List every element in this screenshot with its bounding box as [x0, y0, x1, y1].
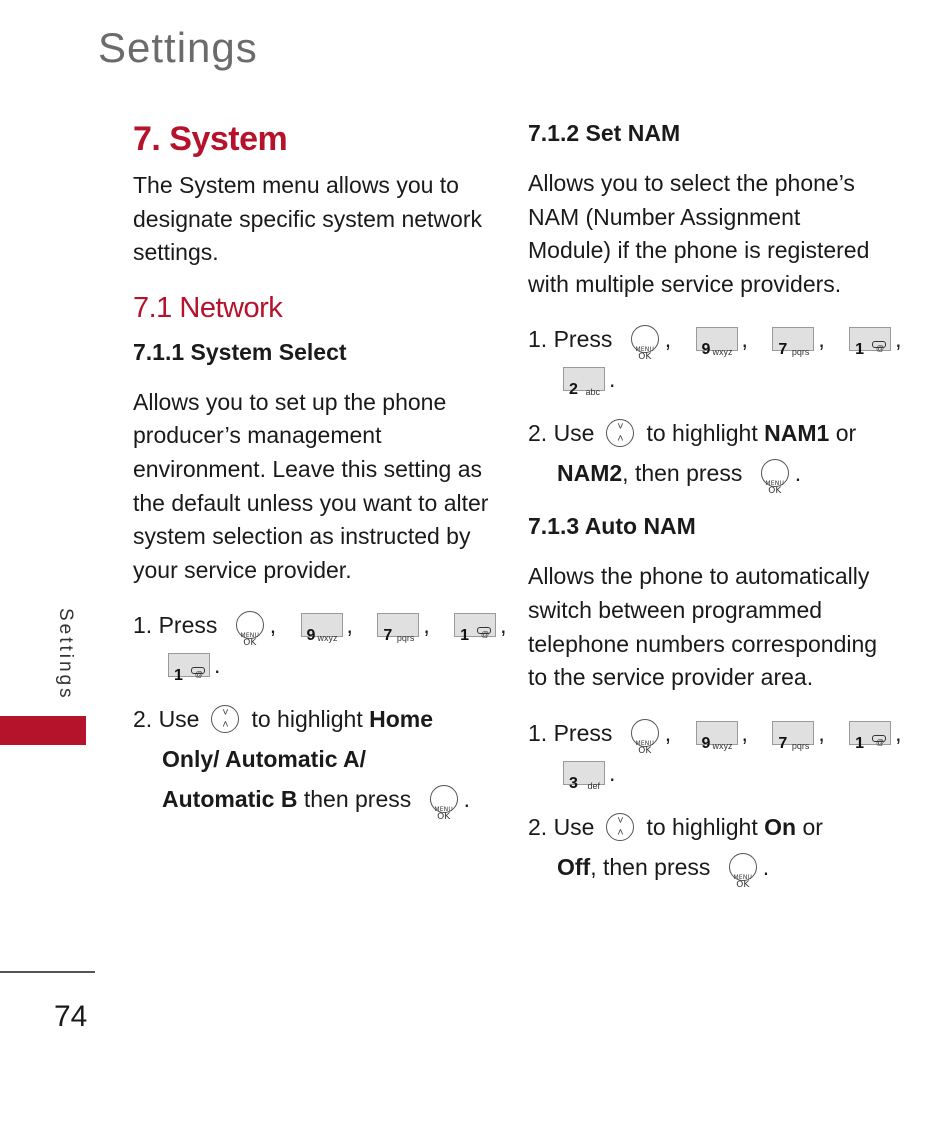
key-9-icon: 9 wxyz — [301, 613, 343, 637]
set-nam-step-1: 1. Press MENU OK , 9 wxyz , 7 pqrs , 1 @ , 2 abc . — [528, 326, 902, 399]
page-number: 74 — [54, 1000, 88, 1033]
system-select-step-2: 2. Use˄ ˅ to highlight Home Only/ Automatic A/ Automatic B then press MENU OK . — [133, 699, 493, 819]
side-tab-marker — [0, 716, 86, 745]
nav-key-icon — [606, 419, 634, 447]
key-3-icon: 3 def — [563, 761, 605, 785]
auto-nam-step-2: 2. Use˄ ˅ to highlight On or Off, then press MENU OK . — [528, 807, 888, 887]
footer-divider — [0, 971, 95, 973]
key-7-icon: 7 pqrs — [772, 327, 814, 351]
nav-key-icon — [211, 705, 239, 733]
key-9-icon: 9 wxyz — [696, 721, 738, 745]
key-1-icon: 1 @ — [454, 613, 496, 637]
key-7-icon: 7 pqrs — [377, 613, 419, 637]
menu-ok-key-icon: MENU OK — [729, 853, 757, 881]
key-7-icon: 7 pqrs — [772, 721, 814, 745]
heading-auto-nam: 7.1.3 Auto NAM — [528, 513, 696, 540]
step-label: 1. Press — [133, 612, 218, 639]
key-2-icon: 2 abc — [563, 367, 605, 391]
nav-key-icon — [606, 813, 634, 841]
section-title: 7. System — [133, 120, 288, 158]
key-9-icon: 9 wxyz — [696, 327, 738, 351]
system-select-description: Allows you to set up the phone producer’s management environment. Leave this setting as the default unless you want to alter system selection as instructed by your service provider. — [133, 388, 489, 583]
system-select-step-1: 1. Press MENU OK , 9 wxyz , 7 pqrs , 1 @ , 1 @ . — [133, 612, 507, 685]
menu-ok-key-icon: MENU OK — [430, 785, 458, 813]
left-column — [133, 120, 507, 833]
set-nam-step-2: 2. Use˄ ˅ to highlight NAM1 or NAM2, then press MENU OK . — [528, 413, 888, 493]
menu-ok-key-icon: MENU OK — [761, 459, 789, 487]
heading-set-nam: 7.1.2 Set NAM — [528, 120, 681, 146]
key-1-icon: 1 @ — [849, 327, 891, 351]
right-column — [528, 120, 902, 901]
auto-nam-step-1: 1. Press MENU OK , 9 wxyz , 7 pqrs , 1 @ , 3 def . — [528, 719, 902, 792]
key-1-icon: 1 @ — [168, 653, 210, 677]
side-tab-label: Settings — [55, 608, 76, 701]
set-nam-description: Allows you to select the phone’s NAM (Number Assignment Module) if the phone is registered with multiple service providers. — [528, 170, 870, 297]
auto-nam-description: Allows the phone to automatically switch between programmed telephone numbers corresponding to the service provider area. — [528, 563, 878, 691]
section-intro: The System menu allows you to designate specific system network settings. — [133, 172, 482, 266]
page-header-title: Settings — [98, 24, 258, 71]
menu-ok-key-icon: MENU OK — [236, 611, 264, 639]
subsection-title: 7.1 Network — [133, 291, 283, 324]
menu-ok-key-icon: MENU OK — [631, 325, 659, 353]
menu-ok-key-icon: MENU OK — [631, 719, 659, 747]
heading-system-select: 7.1.1 System Select — [133, 338, 347, 365]
key-1-icon: 1 @ — [849, 721, 891, 745]
